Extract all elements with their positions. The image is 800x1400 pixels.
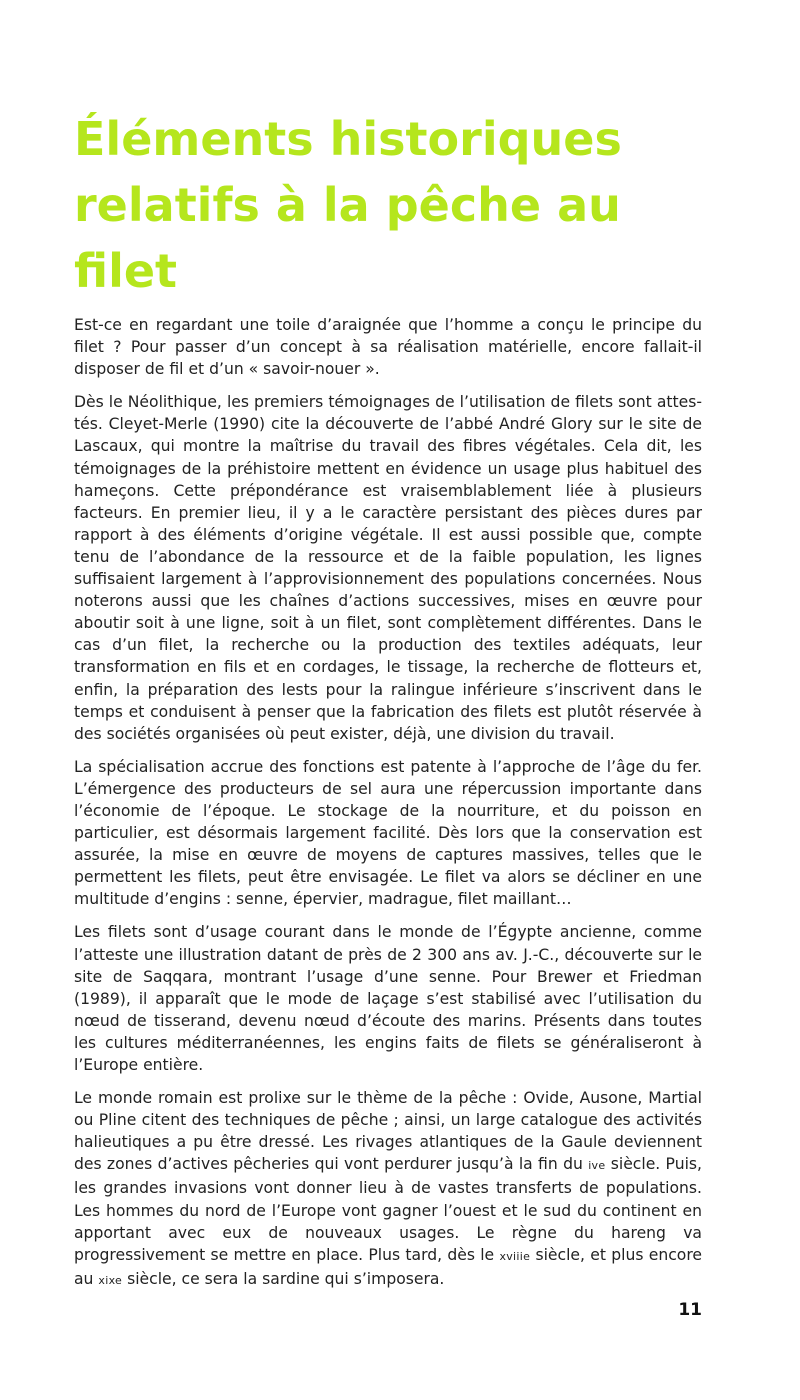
century-xix: xixe xyxy=(98,1273,123,1287)
century-xviii: xviiie xyxy=(499,1249,531,1263)
paragraph-intro: Est-ce en regardant une toile d’araignée que l’homme a conçu le principe du filet ? Pour passer d’un concept à sa réalisation matérielle, encore fallait-il disposer de fil et d’un « savoir-nouer ». xyxy=(74,316,702,379)
roman-text-part-1: Le monde romain est prolixe sur le thème de la pêche : Ovide, Ausone, Martial ou Pline citent des techniques de pêche ; ainsi, un large catalogue des activités halieutiques a pu être dressé. Les rivages atlantiques de la Gaule deviennent des zones d’actives pêcheries qui vont perdurer jusqu’à la fin du xyxy=(74,1089,702,1174)
roman-text-part-2: siècle. Puis, les grandes invasions vont donner lieu à de vastes transferts de populations. Les hommes du nord de l’Europe vont gagner l’ouest et le sud du continent en apportant avec eux de nouveaux usages. Le règne du hareng va progressivement se mettre en place. Plus tard, dès le xyxy=(74,1155,702,1264)
page-title xyxy=(74,106,734,304)
roman-text-part-4: siècle, ce sera la sardine qui s’imposera. xyxy=(122,1269,445,1288)
century-iv: ive xyxy=(588,1159,606,1173)
roman-text-part-3: siècle, et plus encore au xyxy=(74,1245,702,1288)
paragraph-egypt: Les filets sont d’usage courant dans le monde de l’Égypte ancienne, comme l’atteste une illustration datant de près de 2 300 ans av. J.-C., découverte sur le site de Saqqara, montrant l’usage d’une senne. Pour Brewer et Friedman (1989), il apparaît que le mode de laçage s’est stabilisé avec l’utilisation du nœud de tisserand, devenu nœud d’écoute des marins. Présents dans toutes les cultures méditerranéennes, les engins faits de filets se généraliseront à l’Europe entière. xyxy=(74,923,702,1074)
title-line-1: Éléments historiques xyxy=(74,112,622,166)
paragraph-iron-age: La spécialisation accrue des fonctions est patente à l’approche de l’âge du fer. L’émergence des producteurs de sel aura une répercussion importante dans l’économie de l’époque. Le stockage de la nourriture, et du poisson en particulier, est désormais largement facilité. Dès lors que la conservation est assurée, la mise en œuvre de moyens de captures massives, telles que le permettent les filets, peut être envisagée. Le filet va alors se décliner en une multitude d’engins : senne, épervier, madrague, filet maillant… xyxy=(74,757,702,909)
paragraph-roman xyxy=(74,1087,702,1292)
body-text xyxy=(74,314,702,1303)
page-number: 11 xyxy=(678,1300,702,1320)
paragraph-neolithic: Dès le Néolithique, les premiers témoignages de l’utilisation de filets sont attestés. Cleyet-Merle (1990) cite la découverte de l’abbé André Glory sur le site de Lascaux, qui montre la maîtrise du travail des fibres végétales. Cela dit, les témoignages de la préhistoire mettent en évidence un usage plus habituel des hameçons. Cette prépondérance est vraisemblablement liée à plusieurs facteurs. En premier lieu, il y a le caractère persistant des pièces dures par rapport à des éléments d’origine végétale. Il est aussi possible que, compte tenu de l’abondance de la ressource et de la faible population, les lignes suffisaient largement à l’approvisionnement des populations concernées. Nous noterons aussi que les chaînes d’actions successives, mises en œuvre pour aboutir soit à une ligne, soit à un filet, sont complètement différentes. Dans le cas d’un filet, la recherche ou la production des textiles adéquats, leur transformation en fils et en cordages, le tissage, la recherche de flotteurs et, enfin, la préparation des lests pour la ralingue inférieure s’inscrivent dans le temps et conduisent à penser que la fabrication des filets est plutôt réservée à des sociétés organisées où peut exister, déjà, une division du travail. xyxy=(74,393,702,743)
title-line-2: relatifs à la pêche au filet xyxy=(74,178,621,298)
